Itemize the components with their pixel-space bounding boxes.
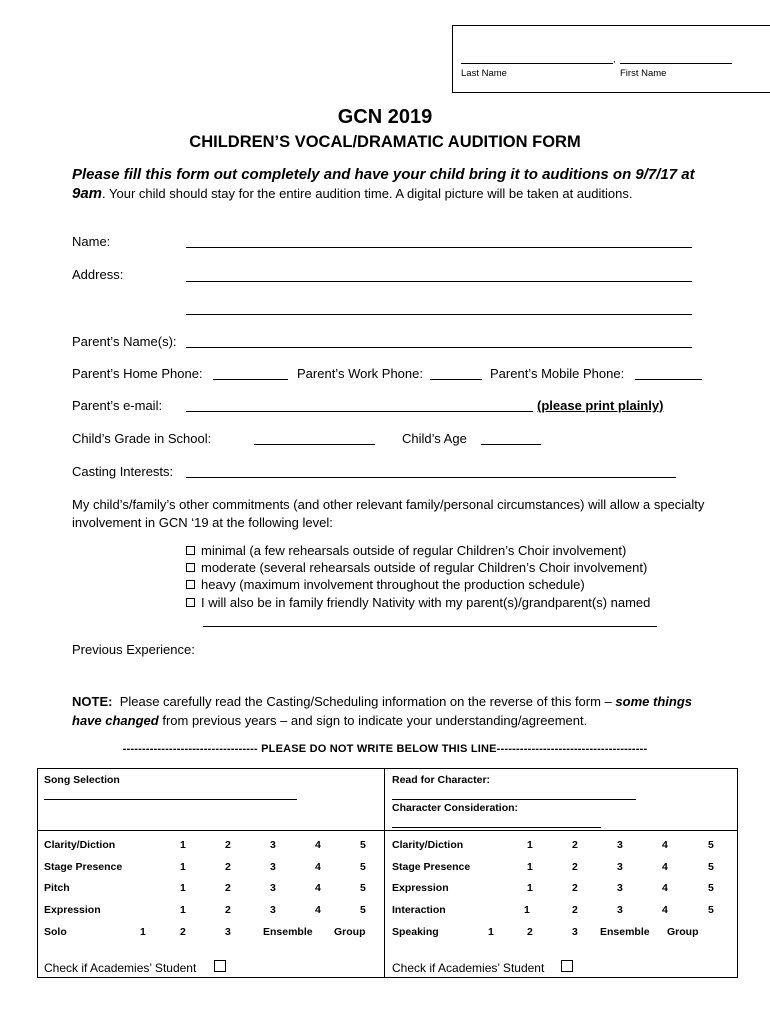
speaking-score-3[interactable]: 3 bbox=[572, 926, 578, 938]
score-3[interactable]: 3 bbox=[617, 861, 623, 873]
parents-names-label: Parent’s Name(s): bbox=[72, 334, 177, 349]
score-1[interactable]: 1 bbox=[527, 861, 533, 873]
score-2[interactable]: 2 bbox=[572, 882, 578, 894]
note-emph-2: things have changed bbox=[72, 694, 693, 728]
solo-group[interactable]: Group bbox=[334, 926, 366, 938]
score-3[interactable]: 3 bbox=[270, 839, 276, 851]
table-column-divider bbox=[384, 768, 385, 978]
score-2[interactable]: 2 bbox=[225, 839, 231, 851]
left-academies-label: Check if Academies’ Student bbox=[44, 961, 197, 975]
right-academies-label: Check if Academies’ Student bbox=[392, 961, 545, 975]
note-text-1: Please carefully read the Casting/Scheduling information on the reverse of this form – bbox=[119, 694, 612, 709]
right-row-label: Expression bbox=[392, 882, 449, 894]
email-line[interactable] bbox=[186, 411, 533, 412]
score-5[interactable]: 5 bbox=[708, 882, 714, 894]
option-heavy-label: heavy (maximum involvement throughout the production schedule) bbox=[201, 577, 585, 592]
option-minimal[interactable] bbox=[186, 543, 626, 558]
score-5[interactable]: 5 bbox=[360, 904, 366, 916]
score-3[interactable]: 3 bbox=[270, 882, 276, 894]
score-4[interactable]: 4 bbox=[662, 904, 668, 916]
score-3[interactable]: 3 bbox=[270, 861, 276, 873]
casting-line[interactable] bbox=[186, 477, 676, 478]
score-4[interactable]: 4 bbox=[315, 882, 321, 894]
left-row-label: Stage Presence bbox=[44, 861, 123, 873]
note-text-2: from previous years – and sign to indicate your understanding/agreement. bbox=[162, 713, 588, 728]
mobile-phone-line[interactable] bbox=[635, 379, 702, 380]
do-not-write-divider: ----------------------------------- PLEASE DO NOT WRITE BELOW THIS LINE--------------------------------------- bbox=[122, 743, 648, 755]
score-1[interactable]: 1 bbox=[180, 882, 186, 894]
grade-label: Child’s Grade in School: bbox=[72, 431, 212, 446]
left-row-label: Expression bbox=[44, 904, 101, 916]
score-4[interactable]: 4 bbox=[315, 839, 321, 851]
solo-score-3[interactable]: 3 bbox=[225, 926, 231, 938]
score-1[interactable]: 1 bbox=[180, 861, 186, 873]
home-phone-line[interactable] bbox=[213, 379, 288, 380]
right-row-label: Stage Presence bbox=[392, 861, 471, 873]
option-minimal-label: minimal (a few rehearsals outside of regular Children’s Choir involvement) bbox=[201, 543, 627, 558]
score-5[interactable]: 5 bbox=[360, 839, 366, 851]
print-plainly-note: (please print plainly) bbox=[537, 398, 664, 413]
note-label: NOTE: bbox=[72, 694, 113, 709]
solo-score-2[interactable]: 2 bbox=[180, 926, 186, 938]
score-5[interactable]: 5 bbox=[360, 882, 366, 894]
checkbox-icon[interactable] bbox=[186, 563, 195, 572]
score-2[interactable]: 2 bbox=[225, 882, 231, 894]
age-line[interactable] bbox=[481, 444, 541, 445]
option-nativity[interactable] bbox=[186, 595, 650, 610]
score-1[interactable]: 1 bbox=[527, 882, 533, 894]
score-3[interactable]: 3 bbox=[270, 904, 276, 916]
casting-label: Casting Interests: bbox=[72, 464, 174, 479]
age-label: Child’s Age bbox=[402, 431, 467, 446]
address-line-2[interactable] bbox=[186, 314, 692, 315]
option-nativity-label: I will also be in family friendly Nativity with my parent(s)/grandparent(s) named bbox=[201, 595, 651, 610]
form-subtitle: CHILDREN’S VOCAL/DRAMATIC AUDITION FORM bbox=[189, 133, 581, 151]
checkbox-icon[interactable] bbox=[186, 598, 195, 607]
first-name-label: First Name bbox=[620, 68, 667, 79]
score-4[interactable]: 4 bbox=[662, 839, 668, 851]
song-selection-label: Song Selection bbox=[44, 774, 120, 786]
solo-ensemble[interactable]: Ensemble bbox=[263, 926, 313, 938]
previous-experience-label: Previous Experience: bbox=[72, 642, 195, 657]
checkbox-icon[interactable] bbox=[186, 546, 195, 555]
right-row-label: Clarity/Diction bbox=[392, 839, 464, 851]
last-name-label: Last Name bbox=[461, 68, 507, 79]
score-4[interactable]: 4 bbox=[315, 904, 321, 916]
score-1[interactable]: 1 bbox=[180, 904, 186, 916]
mobile-phone-label: Parent’s Mobile Phone: bbox=[490, 366, 625, 381]
name-separator: , bbox=[613, 54, 616, 65]
speaking-score-1[interactable]: 1 bbox=[488, 926, 494, 938]
right-row-label: Interaction bbox=[392, 904, 446, 916]
solo-score-1[interactable]: 1 bbox=[140, 926, 146, 938]
score-3[interactable]: 3 bbox=[617, 904, 623, 916]
note-paragraph bbox=[72, 692, 712, 730]
name-line[interactable] bbox=[186, 247, 692, 248]
option-moderate[interactable] bbox=[186, 560, 647, 575]
intro-rest: . Your child should stay for the entire audition time. A digital picture will be taken at auditions. bbox=[102, 186, 633, 201]
address-line-1[interactable] bbox=[186, 281, 692, 282]
page-title: GCN 2019 bbox=[337, 106, 433, 128]
score-1[interactable]: 1 bbox=[180, 839, 186, 851]
grade-line[interactable] bbox=[254, 444, 375, 445]
name-box bbox=[452, 25, 770, 93]
intro-bold: Please fill this form out completely and have your child bring it to auditions on 9/7/17 at 9am bbox=[72, 166, 695, 202]
work-phone-line[interactable] bbox=[430, 379, 482, 380]
speaking-ensemble[interactable]: Ensemble bbox=[600, 926, 650, 938]
score-5[interactable]: 5 bbox=[360, 861, 366, 873]
character-consideration-label: Character Consideration: bbox=[392, 802, 519, 814]
score-3[interactable]: 3 bbox=[617, 839, 623, 851]
first-name-line[interactable] bbox=[620, 63, 732, 64]
right-header-divider bbox=[384, 830, 738, 831]
speaking-score-2[interactable]: 2 bbox=[527, 926, 533, 938]
score-2[interactable]: 2 bbox=[225, 861, 231, 873]
score-2[interactable]: 2 bbox=[572, 861, 578, 873]
score-4[interactable]: 4 bbox=[662, 882, 668, 894]
last-name-line[interactable] bbox=[461, 63, 613, 64]
score-4[interactable]: 4 bbox=[662, 861, 668, 873]
speaking-label: Speaking bbox=[392, 926, 439, 938]
left-row-label: Pitch bbox=[44, 882, 70, 894]
option-heavy[interactable] bbox=[186, 577, 585, 592]
speaking-group[interactable]: Group bbox=[667, 926, 699, 938]
name-label: Name: bbox=[72, 234, 111, 249]
score-5[interactable]: 5 bbox=[708, 861, 714, 873]
score-4[interactable]: 4 bbox=[315, 861, 321, 873]
read-for-character-label: Read for Character: bbox=[392, 774, 491, 786]
note-emph-1: some bbox=[615, 694, 650, 709]
email-label: Parent’s e-mail: bbox=[72, 398, 163, 413]
read-for-character-line[interactable] bbox=[392, 799, 636, 800]
score-1[interactable]: 1 bbox=[524, 904, 530, 916]
commitment-text: My child’s/family’s other commitments (and other relevant family/personal circumstances) will allow a specialty involvement in GCN ‘19 at the following level: bbox=[72, 497, 705, 530]
solo-label: Solo bbox=[44, 926, 67, 938]
work-phone-label: Parent’s Work Phone: bbox=[297, 366, 423, 381]
song-selection-line[interactable] bbox=[44, 799, 297, 800]
nativity-names-line[interactable] bbox=[203, 626, 657, 627]
left-academies-checkbox[interactable] bbox=[214, 960, 226, 972]
score-3[interactable]: 3 bbox=[617, 882, 623, 894]
right-academies-checkbox[interactable] bbox=[561, 960, 573, 972]
parents-names-line[interactable] bbox=[186, 347, 692, 348]
home-phone-label: Parent’s Home Phone: bbox=[72, 366, 203, 381]
character-consideration-line[interactable] bbox=[392, 827, 601, 828]
address-label: Address: bbox=[72, 267, 124, 282]
left-header-divider bbox=[37, 830, 384, 831]
left-row-label: Clarity/Diction bbox=[44, 839, 116, 851]
checkbox-icon[interactable] bbox=[186, 580, 195, 589]
score-2[interactable]: 2 bbox=[572, 839, 578, 851]
score-5[interactable]: 5 bbox=[708, 839, 714, 851]
score-5[interactable]: 5 bbox=[708, 904, 714, 916]
intro-paragraph bbox=[72, 165, 712, 203]
option-moderate-label: moderate (several rehearsals outside of regular Children’s Choir involvement) bbox=[201, 560, 648, 575]
score-2[interactable]: 2 bbox=[225, 904, 231, 916]
score-2[interactable]: 2 bbox=[572, 904, 578, 916]
score-1[interactable]: 1 bbox=[527, 839, 533, 851]
